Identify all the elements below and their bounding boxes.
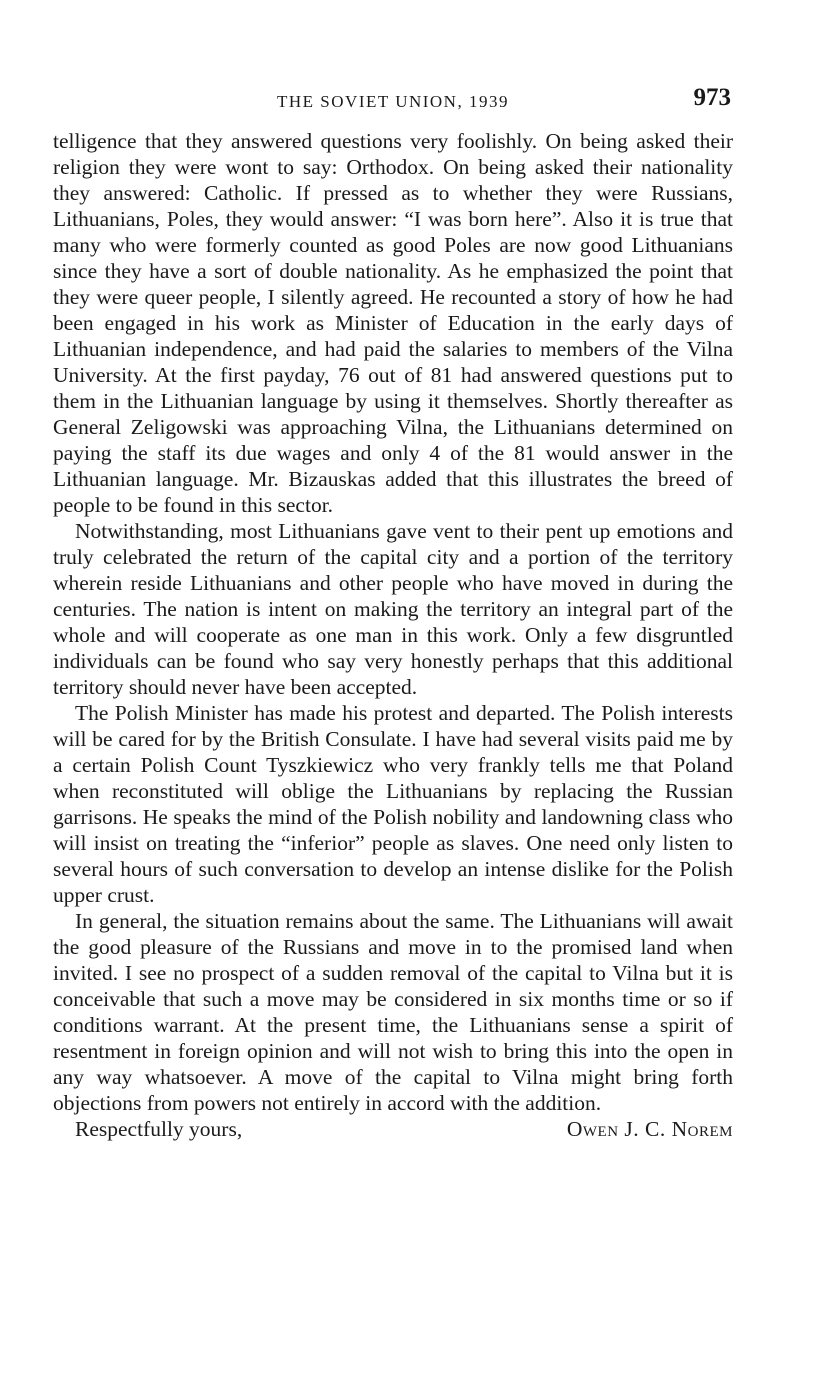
paragraph: In general, the situation remains about the same. The Lithuanians will await the good pleasure of the Russians and move in to the promised land when invited. I see no prospect of a sudden removal of the capital to Vilna but it is conceivable that such a move may be considered in six months time or so if conditions warrant. At the present time, the Lithuanians sense a spirit of resentment in foreign opinion and will not wish to bring this into the open in any way whatsoever. A move of the capital to Vilna might bring forth objections from powers not entirely in accord with the addition. <box>53 909 733 1115</box>
salutation: Respectfully yours, <box>75 1117 243 1141</box>
document-page <box>53 84 733 1142</box>
paragraph-continuation: telligence that they answered questions very foolishly. On being asked their religion they were wont to say: Orthodox. On being asked their nationality they answered: Catholic. If pressed as to whether they were Russians, Lithuanians, Poles, they would answer: “I was born here”. Also it is true that many who were formerly counted as good Poles are now good Lithuanians since they have a sort of double nationality. As he emphasized the point that they were queer people, I silently agreed. He recounted a story of how he had been engaged in his work as Minister of Education in the early days of Lithuanian independence, and had paid the salaries to members of the Vilna University. At the first payday, 76 out of 81 had answered questions put to them in the Lithuanian language by using it themselves. Shortly thereafter as General Zeligowski was approaching Vilna, the Lithuanians determined on paying the staff its due wages and only 4 of the 81 would answer in the Lithuanian language. Mr. Bizauskas added that this illustrates the breed of people to be found in this sector. <box>53 129 733 517</box>
signature: Owen J. C. Norem <box>566 1117 733 1141</box>
paragraph: The Polish Minister has made his protest and departed. The Polish interests will be cared for by the British Consulate. I have had several visits paid me by a certain Polish Count Tyszkiewicz who very frankly tells me that Poland when reconstituted will oblige the Lithuanians by replacing the Russian garrisons. He speaks the mind of the Polish nobility and landowning class who will insist on treating the “inferior” people as slaves. One need only listen to several hours of such conversation to develop an intense dislike for the Polish upper crust. <box>53 701 733 907</box>
running-head <box>53 84 733 118</box>
running-title: THE SOVIET UNION, 1939 <box>277 92 509 111</box>
body-text <box>53 128 733 1116</box>
page-number: 973 <box>693 84 731 111</box>
paragraph: Notwithstanding, most Lithuanians gave vent to their pent up emotions and truly celebrated the return of the capital city and a portion of the territory wherein reside Lithuanians and other people who have moved in during the centuries. The nation is intent on making the territory an integral part of the whole and will cooperate as one man in this work. Only a few disgruntled individuals can be found who say very honestly perhaps that this additional territory should never have been accepted. <box>53 519 733 699</box>
letter-closing <box>53 1116 733 1142</box>
